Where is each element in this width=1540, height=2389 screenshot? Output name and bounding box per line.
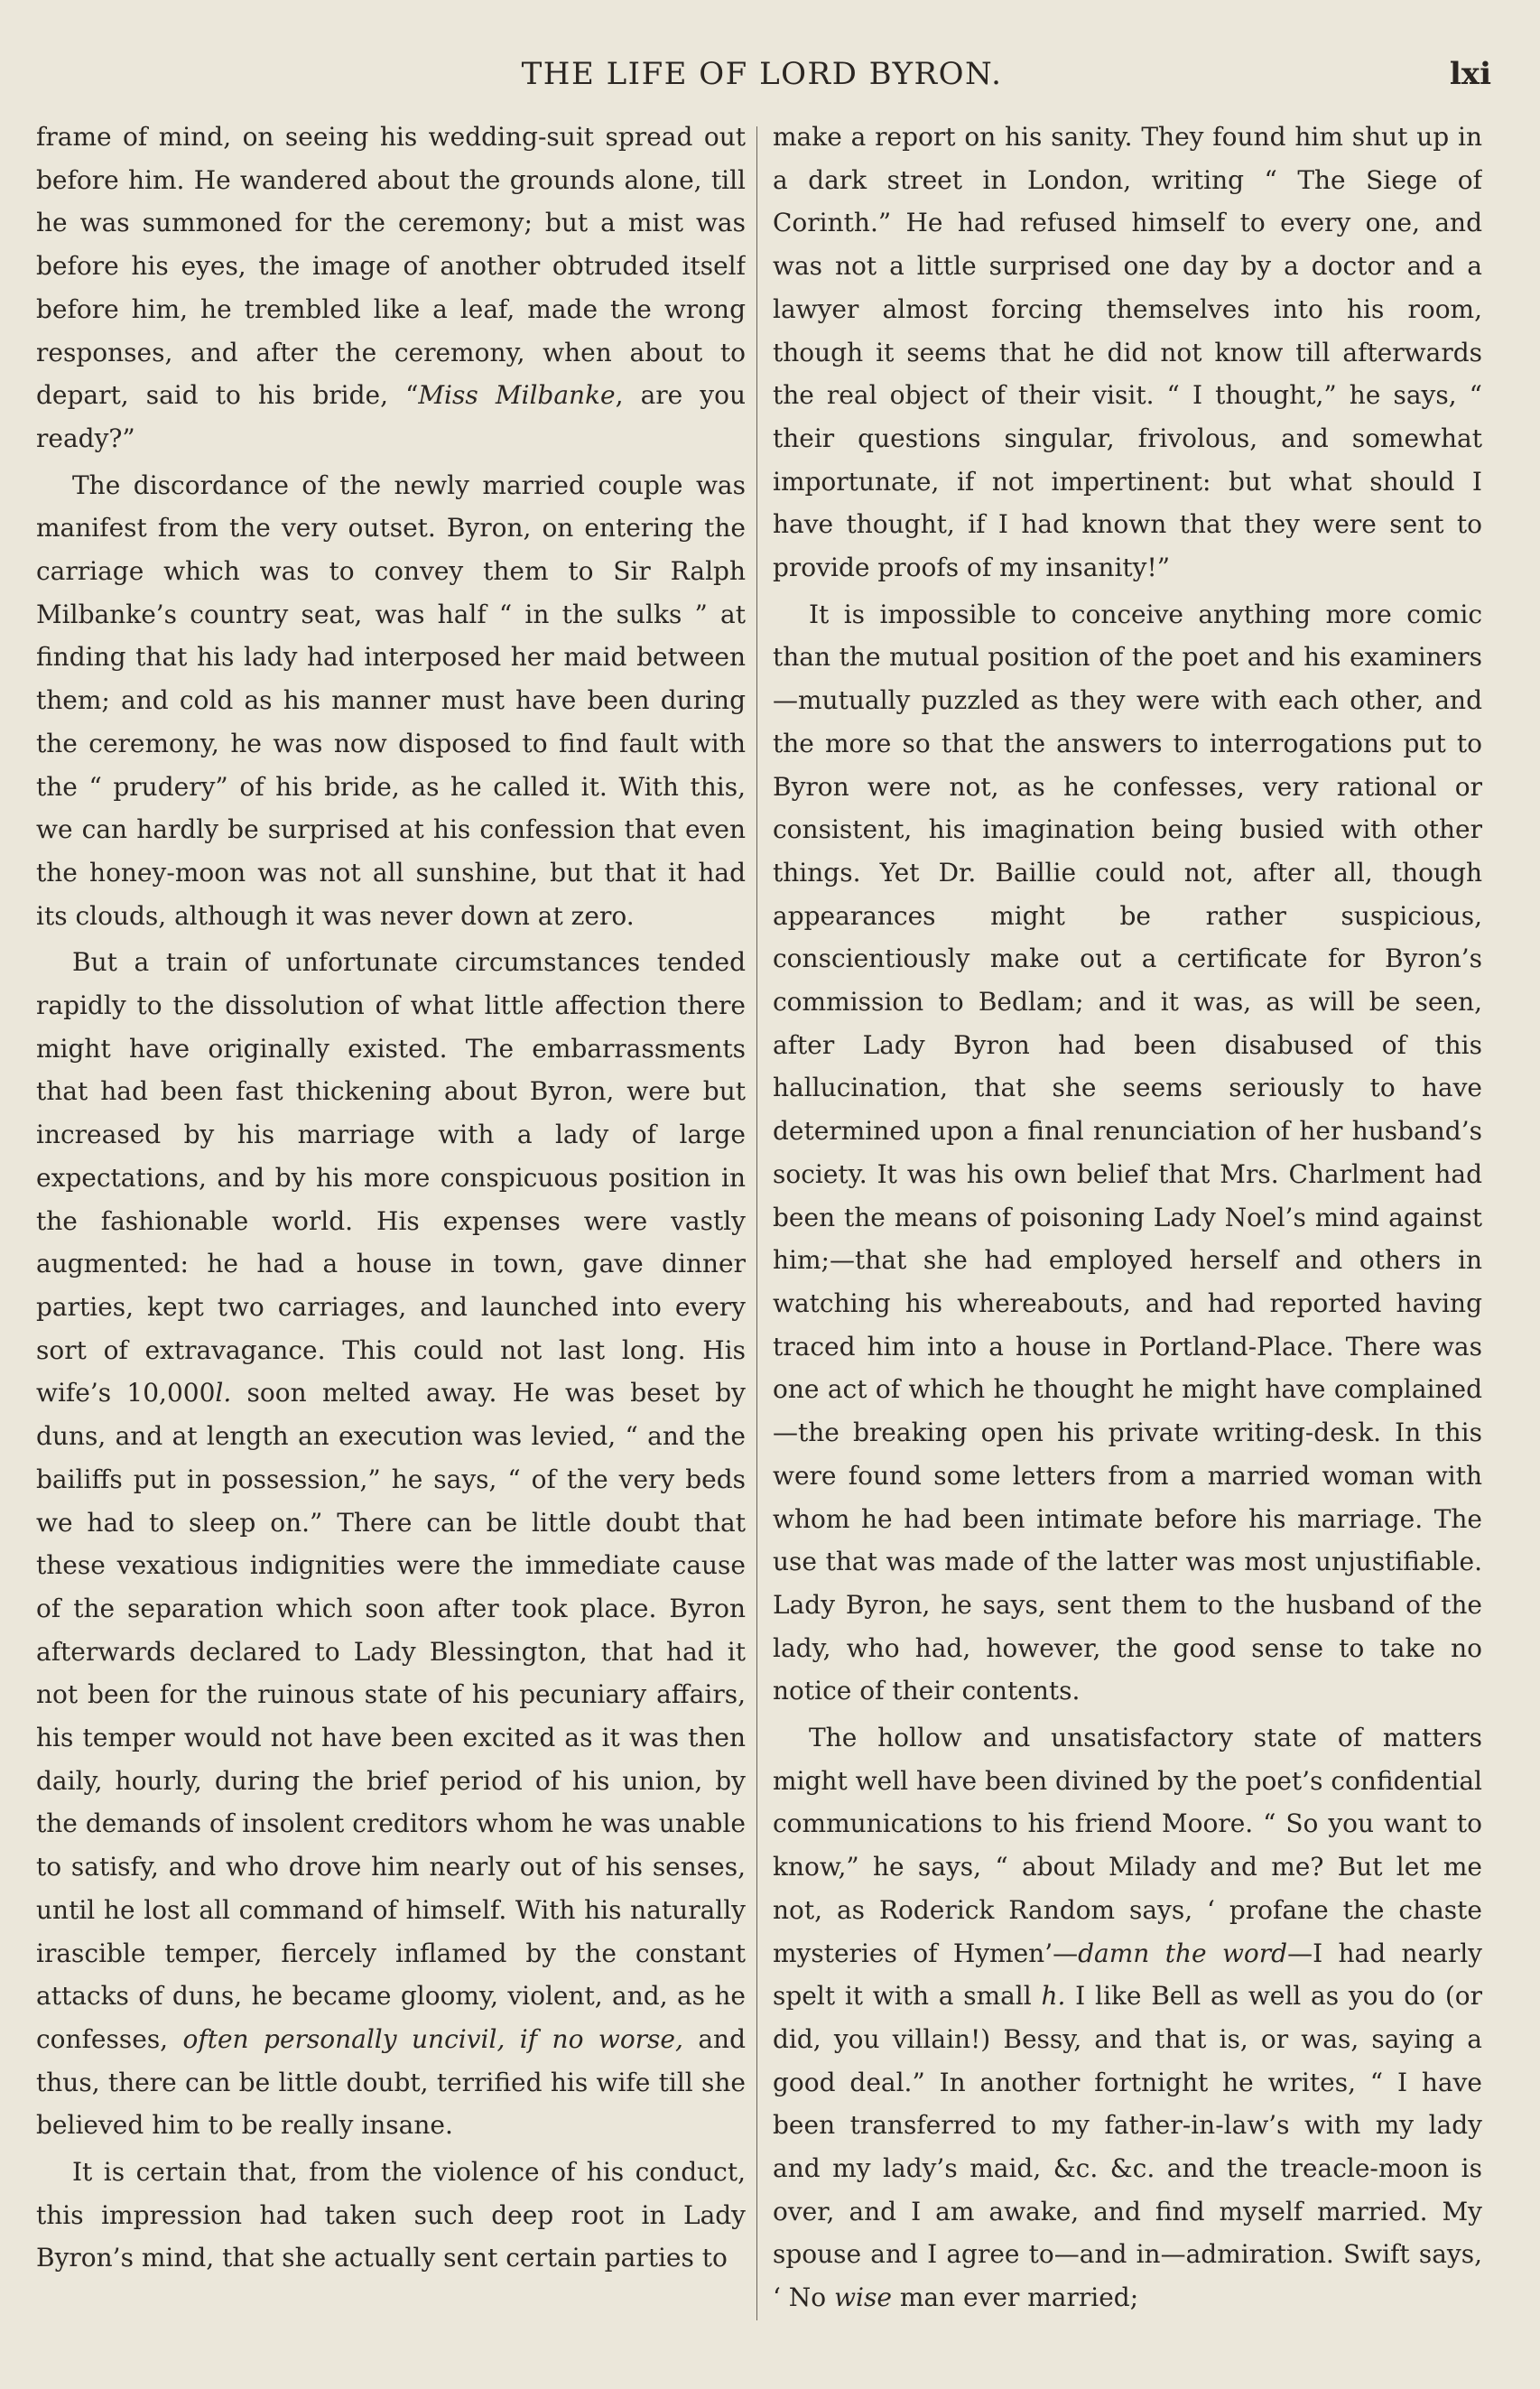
paragraph-text: man ever married; bbox=[891, 2282, 1139, 2313]
italic-text: wise bbox=[834, 2282, 892, 2313]
paragraph-p1 bbox=[36, 116, 746, 460]
italic-text: often personally uncivil, if no worse, bbox=[182, 2023, 683, 2054]
paragraph-text: The discordance of the newly married couple was manifest from the very outset. Byron, on entering the carriage which was to convey them to Sir Ralph Milbanke’s country seat, was half “ in the sulks ” at finding that his lady had interposed her maid between them; and cold as his manner must have been during the ceremony, he was now disposed to find fault with the “ prudery” of his bride, as he called it. With this, we can hardly be surprised at his confession that even the honey-moon was not all sunshine, but that it had its clouds, although it was never down at zero. bbox=[36, 469, 746, 931]
left-column bbox=[36, 116, 746, 2337]
paragraph-text: frame of mind, on seeing his wedding-suit spread out before him. He wandered about the grounds alone, till he was summoned for the ceremony; but a mist was before his eyes, the image of another obtruded itself before him, he trembled like a leaf, made the wrong responses, and after the ceremony, when about to depart, said to his bride, “ bbox=[36, 122, 746, 411]
page-number: lxi bbox=[1449, 56, 1491, 92]
paragraph-text: —I had nearly spelt it with a small bbox=[773, 1938, 1482, 2012]
running-title: THE LIFE OF LORD BYRON. bbox=[521, 56, 1003, 92]
paragraph-text: and thus, there can be little doubt, terrified his wife till she believed him to be really insane. bbox=[36, 2023, 746, 2141]
paragraph-p7 bbox=[773, 1716, 1482, 2319]
running-head bbox=[32, 47, 1491, 101]
paragraph-text: soon melted away. He was beset by duns, and at length an execution was levied, “ and the bailiffs put in possession,” he says, “ of the very beds we had to sleep on.” There can be little doubt that these vexatious indignities were the immediate cause of the separation which soon after took place. Byron afterwards declared to Lady Blessington, that had it not been for the ruinous state of his pecuniary affairs, his temper would not have been excited as it was then daily, hourly, during the brief period of his union, by the demands of insolent creditors whom he was unable to satisfy, and who drove him nearly out of his senses, until he lost all command of himself. With his naturally irascible temper, fiercely inflamed by the constant attacks of duns, he became gloomy, violent, and, as he confesses, bbox=[36, 1378, 746, 2054]
paragraph-text: I like Bell as well as you do (or did, you villain!) Bessy, and that is, or was, saying a good deal.” In another fortnight he writes, “ I have been transferred to my father-in-law’s with my lady and my lady’s maid, &c. &c. and the treacle-moon is over, and I am awake, and find myself married. My spouse and I agree to—and in—admiration. Swift says, ‘ No bbox=[773, 1981, 1482, 2313]
column-divider bbox=[756, 126, 757, 2320]
paragraph-p4 bbox=[36, 2151, 746, 2280]
italic-text: l. bbox=[215, 1378, 232, 1408]
italic-text: damn the word bbox=[1078, 1938, 1288, 1968]
paragraph-text: But a train of unfortunate circumstances tended rapidly to the dissolution of what little affection there might have originally existed. The embarrassments that had been fast thickening about Byron, were but increased by his marriage with a lady of large expectations, and by his more conspicuous position in the fashionable world. His expenses were vastly augmented: he had a house in town, gave dinner parties, kept two carriages, and launched into every sort of extravagance. This could not last long. His wife’s 10,000 bbox=[36, 947, 746, 1408]
paragraph-text: The hollow and unsatisfactory state of matters might well have been divined by the poet’s confidential communications to his friend Moore. “ So you want to know,” he says, “ about Milady and me? But let me not, as Roderick Random says, ‘ profane the chaste mysteries of Hymen’— bbox=[773, 1723, 1482, 1968]
paragraph-text: It is impossible to conceive anything more comic than the mutual position of the poet and his examiners—mutually puzzled as they were with each other, and the more so that the answers to interrogations put to Byron were not, as he confesses, very rational or consistent, his imagination being busied with other things. Yet Dr. Baillie could not, after all, though appearances might be rather suspicious, conscientiously make out a certificate for Byron’s commission to Bedlam; and it was, as will be seen, after Lady Byron had been disabused of this hallucination, that she seems seriously to have determined upon a final renunciation of her husband’s society. It was his own belief that Mrs. Charlment had been the means of poisoning Lady Noel’s mind against him;—that she had employed herself and others in watching his whereabouts, and had reported having traced him into a house in Portland-Place. There was one act of which he thought he might have complained—the breaking open his private writing-desk. In this were found some letters from a married woman with whom he had been intimate before his marriage. The use that was made of the latter was most unjustifiable. Lady Byron, he says, sent them to the husband of the lady, who had, however, the good sense to take no notice of their contents. bbox=[773, 599, 1482, 1706]
paragraph-p5 bbox=[773, 116, 1482, 590]
paragraph-text: make a report on his sanity. They found him shut up in a dark street in London, writing “ The Siege of Corinth.” He had refused himself to every one, and was not a little surprised one day by a doctor and a lawyer almost forcing themselves into his room, though it seems that he did not know till afterwards the real object of their visit. “ I thought,” he says, “ their questions singular, frivolous, and somewhat importunate, if not impertinent: but what should I have thought, if I had known that they were sent to provide proofs of my insanity!” bbox=[773, 122, 1482, 583]
paragraph-p3 bbox=[36, 941, 746, 2147]
paragraph-p6 bbox=[773, 593, 1482, 1713]
right-column bbox=[773, 116, 1482, 2337]
paragraph-text: , are you ready?” bbox=[36, 380, 746, 453]
italic-text: Miss Milbanke bbox=[418, 380, 616, 411]
italic-text: h. bbox=[1041, 1981, 1066, 2012]
paragraph-text: It is certain that, from the violence of his conduct, this impression had taken such deep root in Lady Byron’s mind, that she actually sent certain parties to bbox=[36, 2157, 746, 2273]
paragraph-p2 bbox=[36, 464, 746, 938]
